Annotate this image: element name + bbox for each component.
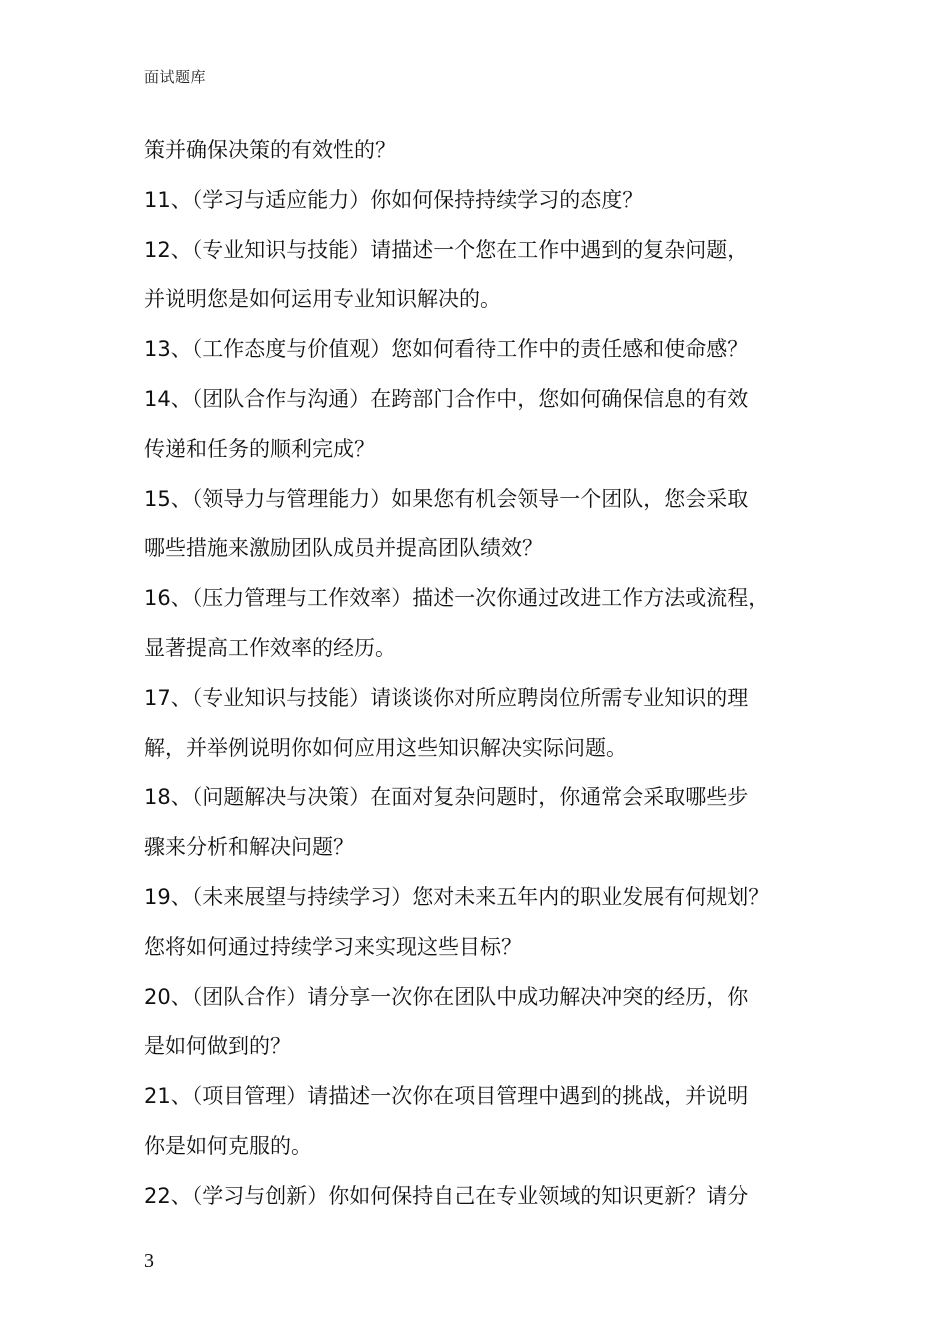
text-line: 骤来分析和解决问题？ (144, 835, 354, 860)
text-line: 是如何做到的？ (144, 1034, 291, 1059)
question-18: 18、（问题解决与决策）在面对复杂问题时，你通常会采取哪些步 (144, 785, 749, 810)
question-12: 12、（专业知识与技能）请描述一个您在工作中遇到的复杂问题， (144, 237, 749, 262)
text-line: 您将如何通过持续学习来实现这些目标？ (144, 934, 522, 959)
question-22: 22、（学习与创新）你如何保持自己在专业领域的知识更新？请分 (144, 1183, 749, 1208)
question-11: 11、（学习与适应能力）你如何保持持续学习的态度？ (144, 187, 644, 212)
question-19: 19、（未来展望与持续学习）您对未来五年内的职业发展有何规划？ (144, 884, 770, 909)
text-line: 显著提高工作效率的经历。 (144, 635, 396, 660)
text-line: 传递和任务的顺利完成？ (144, 436, 375, 461)
text-line: 解，并举例说明你如何应用这些知识解决实际问题。 (144, 735, 627, 760)
question-13: 13、（工作态度与价值观）您如何看待工作中的责任感和使命感？ (144, 337, 749, 362)
text-line: 哪些措施来激励团队成员并提高团队绩效？ (144, 536, 543, 561)
question-17: 17、（专业知识与技能）请谈谈你对所应聘岗位所需专业知识的理 (144, 685, 749, 710)
text-line: 你是如何克服的。 (144, 1133, 312, 1158)
question-21: 21、（项目管理）请描述一次你在项目管理中遇到的挑战，并说明 (144, 1084, 749, 1109)
question-20: 20、（团队合作）请分享一次你在团队中成功解决冲突的经历，你 (144, 984, 749, 1009)
page-number: 3 (144, 1250, 154, 1272)
question-list (144, 126, 824, 1222)
page-header: 面试题库 (144, 68, 207, 86)
question-15: 15、（领导力与管理能力）如果您有机会领导一个团队，您会采取 (144, 486, 749, 511)
text-line: 并说明您是如何运用专业知识解决的。 (144, 287, 501, 312)
question-16: 16、（压力管理与工作效率）描述一次你通过改进工作方法或流程， (144, 586, 770, 611)
question-14: 14、（团队合作与沟通）在跨部门合作中，您如何确保信息的有效 (144, 386, 749, 411)
text-line: 策并确保决策的有效性的？ (144, 138, 396, 162)
